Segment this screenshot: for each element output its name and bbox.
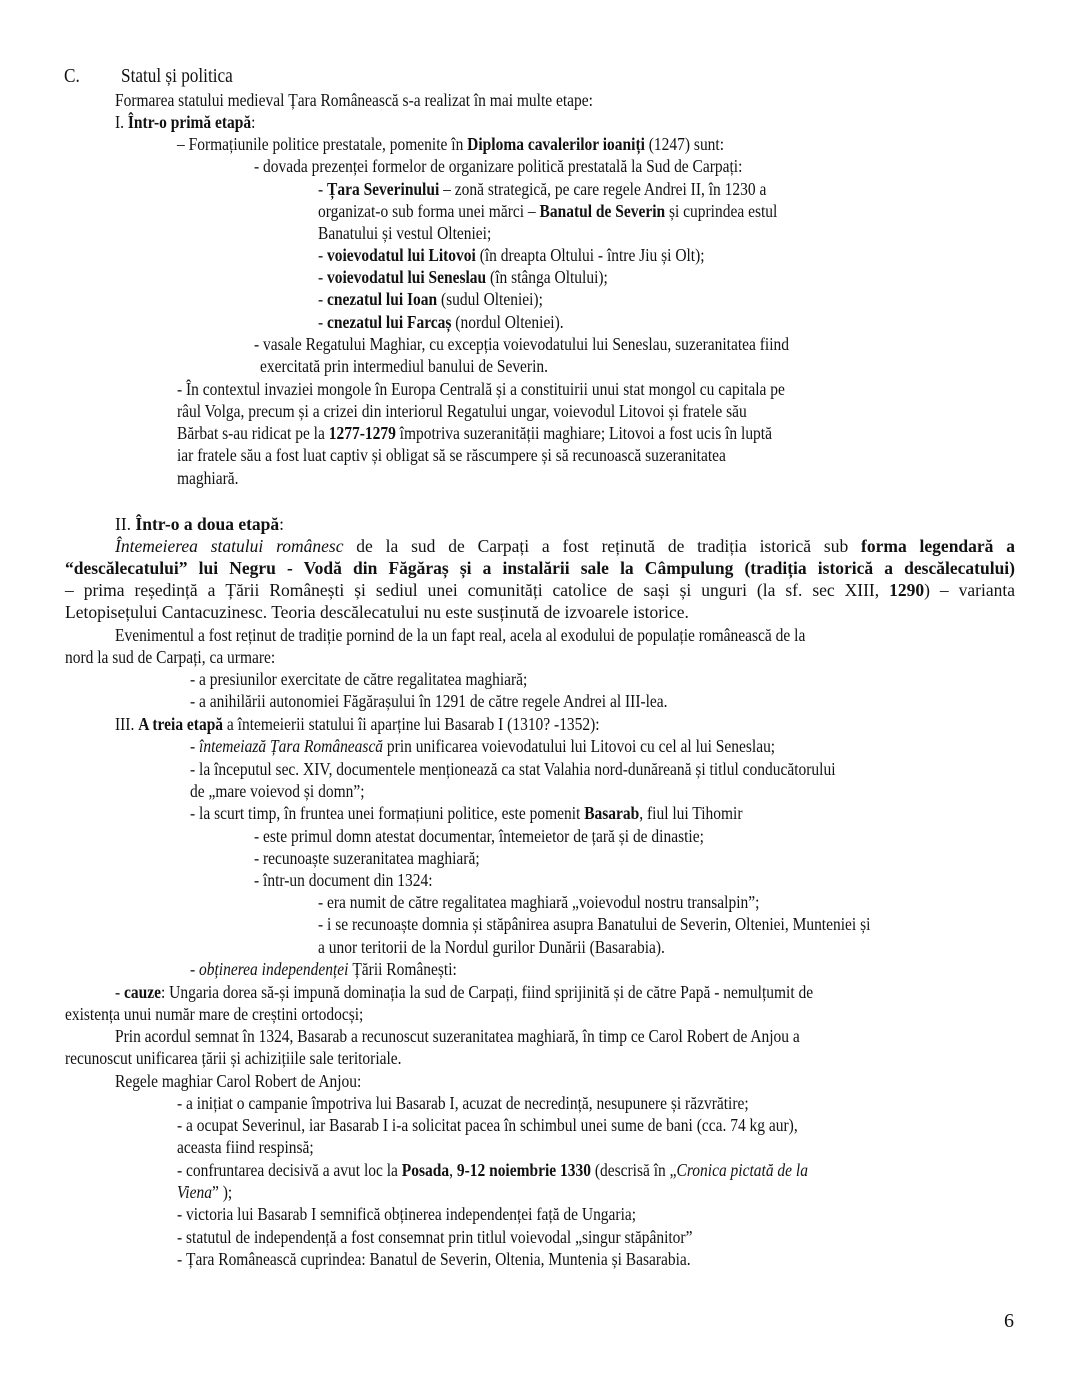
stage2-line: nord la sud de Carpați, ca urmare: xyxy=(65,647,276,667)
stage3-line: Regele maghiar Carol Robert de Anjou: xyxy=(115,1071,362,1091)
stage2-line: - a presiunilor exercitate de către regalitatea maghiară; xyxy=(190,669,528,689)
stage3-line: - a ocupat Severinul, iar Basarab I i-a solicitat pacea în schimbul unei sume de bani (cca. 74 kg aur), xyxy=(177,1115,798,1135)
stage3-line: - recunoaște suzeranitatea maghiară; xyxy=(254,848,480,868)
stage2-paragraph-line: – prima reședință a Țării Românești și sediul unei comunități catolice de sași și unguri (la sf. sec XIII, 1290) – varianta xyxy=(65,580,1015,600)
stage1-heading: I. Într-o primă etapă: xyxy=(115,112,256,132)
list-item: - cnezatul lui Farcaș (nordul Olteniei). xyxy=(318,312,564,332)
stage3-line: - a inițiat o campanie împotriva lui Basarab I, acuzat de necredință, nesupunere și răzvrătire; xyxy=(177,1093,749,1113)
stage3-line: de „mare voievod și domn”; xyxy=(190,781,365,801)
stage3-line: a unor teritorii de la Nordul gurilor Dunării (Basarabia). xyxy=(318,937,665,957)
stage3-line: - Țara Românească cuprindea: Banatul de Severin, Oltenia, Muntenia și Basarabia. xyxy=(177,1249,691,1269)
stage3-line: - statutul de independență a fost consemnat prin titlul voievodal „singur stăpânitor” xyxy=(177,1227,693,1247)
stage3-line: - întemeiază Țara Românească prin unificarea voievodatului lui Litovoi cu cel al lui Seneslau; xyxy=(190,736,776,756)
section-letter: C. xyxy=(64,65,80,87)
list-item: - voievodatul lui Litovoi (în dreapta Oltului - între Jiu și Olt); xyxy=(318,245,705,265)
stage2-heading: II. Într-o a doua etapă: xyxy=(115,514,285,534)
stage3-heading: III. A treia etapă a întemeierii statului îi aparține lui Basarab I (1310? -1352): xyxy=(115,714,600,734)
stage3-line: Prin acordul semnat în 1324, Basarab a recunoscut suzeranitatea maghiară, în timp ce Carol Robert de Anjou a xyxy=(115,1026,800,1046)
stage3-line: - este primul domn atestat documentar, întemeietor de țară și de dinastie; xyxy=(254,826,704,846)
stage1-line: - În contextul invaziei mongole în Europa Centrală și a constituirii unui stat mongol cu capitala pe xyxy=(177,379,785,399)
stage1-line: Bărbat s-au ridicat pe la 1277-1279 împotriva suzeranității maghiare; Litovoi a fost ucis în luptă xyxy=(177,423,772,443)
list-item: - cnezatul lui Ioan (sudul Olteniei); xyxy=(318,289,543,309)
stage3-line: - obținerea independenței Țării Românești: xyxy=(190,959,457,979)
stage1-line: maghiară. xyxy=(177,468,239,488)
stage3-line: - i se recunoaște domnia și stăpânirea asupra Banatului de Severin, Olteniei, Munteniei și xyxy=(318,914,871,934)
stage1-line: – Formațiunile politice prestatale, pomenite în Diploma cavalerilor ioaniți (1247) sunt: xyxy=(177,134,725,154)
stage3-line: - confruntarea decisivă a avut loc la Posada, 9-12 noiembrie 1330 (descrisă în „Cronica pictată de la xyxy=(177,1160,808,1180)
stage1-line: - vasale Regatului Maghiar, cu excepția voievodatului lui Seneslau, suzeranitatea fiind xyxy=(254,334,789,354)
stage3-line: Viena” ); xyxy=(177,1182,233,1202)
stage3-line: - era numit de către regalitatea maghiară „voievodul nostru transalpin”; xyxy=(318,892,760,912)
intro-text: Formarea statului medieval Țara Românească s-a realizat în mai multe etape: xyxy=(115,90,593,110)
stage1-line: - Țara Severinului – zonă strategică, pe care regele Andrei II, în 1230 a xyxy=(318,179,767,199)
stage3-line: - într-un document din 1324: xyxy=(254,870,433,890)
stage1-line: - dovada prezenței formelor de organizare politică prestatală la Sud de Carpați: xyxy=(254,156,743,176)
stage1-line: iar fratele său a fost luat captiv și obligat să se răscumpere și să recunoască suzeranitatea xyxy=(177,445,726,465)
list-item: - voievodatul lui Seneslau (în stânga Oltului); xyxy=(318,267,608,287)
stage1-line: Banatului și vestul Olteniei; xyxy=(318,223,492,243)
stage3-line: - cauze: Ungaria dorea să-și impună dominația la sud de Carpați, fiind sprijinită și de către Papă - nemulțumit de xyxy=(115,982,814,1002)
stage3-line: - la începutul sec. XIV, documentele menționează ca stat Valahia nord-dunăreană și titlul conducătorului xyxy=(190,759,836,779)
stage2-line: Evenimentul a fost reținut de tradiție pornind de la un fapt real, acela al exodului de populație românească de la xyxy=(115,625,806,645)
stage2-line: - a anihilării autonomiei Făgărașului în 1291 de către regele Andrei al III-lea. xyxy=(190,691,668,711)
section-title: Statul și politica xyxy=(121,65,233,87)
stage3-line: existența unui număr mare de creștini ortodocși; xyxy=(65,1004,364,1024)
stage1-line: organizat-o sub forma unei mărci – Banatul de Severin și cuprindea estul xyxy=(318,201,778,221)
stage3-line: aceasta fiind respinsă; xyxy=(177,1137,314,1157)
stage3-line: - la scurt timp, în fruntea unei formațiuni politice, este pomenit Basarab, fiul lui Tihomir xyxy=(190,803,743,823)
page-number: 6 xyxy=(1004,1310,1014,1332)
stage2-paragraph-line: Întemeierea statului românesc de la sud de Carpați a fost reținută de tradiția istorică sub forma legendară a xyxy=(115,536,1015,556)
stage1-line: râul Volga, precum și a crizei din interiorul Regatului ungar, voievodul Litovoi și fratele său xyxy=(177,401,747,421)
stage3-line: recunoscut unificarea țării și achizițiile sale teritoriale. xyxy=(65,1048,402,1068)
stage2-paragraph-line: Letopisețului Cantacuzinesc. Teoria descălecatului nu este susținută de izvoarele istorice. xyxy=(65,602,689,622)
stage3-line: - victoria lui Basarab I semnifică obținerea independenței față de Ungaria; xyxy=(177,1204,637,1224)
stage2-paragraph-line: “descălecatului” lui Negru - Vodă din Făgăraș și a instalării sale la Câmpulung (tradiția istorică a descălecatului) xyxy=(65,558,1015,578)
stage1-line: exercitată prin intermediul banului de Severin. xyxy=(260,356,549,376)
